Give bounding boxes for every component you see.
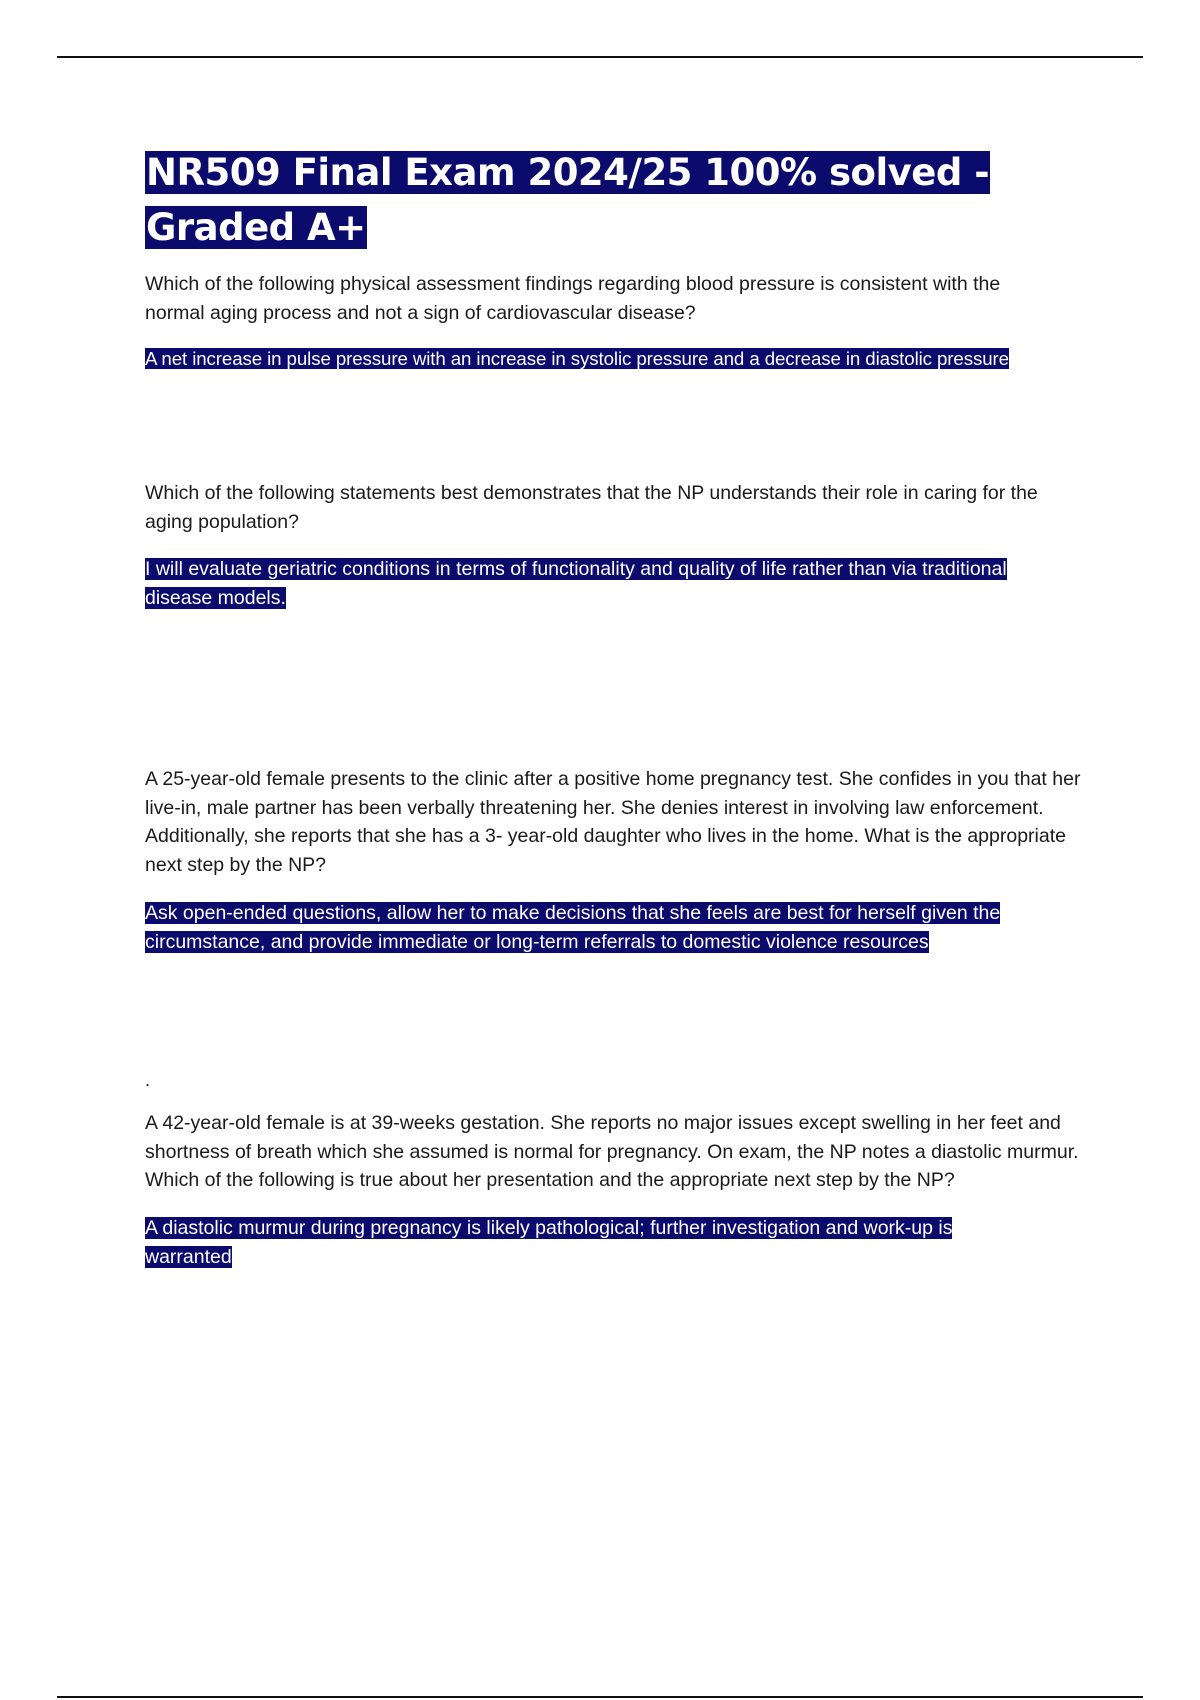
question-1: Which of the following physical assessment findings regarding blood pressure is consistent with the normal aging process and not a sign of cardiovascular disease?: [145, 273, 1001, 324]
bottom-rule: [57, 1696, 1143, 1698]
answer-3: [145, 899, 1050, 956]
answer-1: [145, 345, 1145, 374]
document-title: [145, 145, 1015, 255]
question-3: A 25-year-old female presents to the clinic after a positive home pregnancy test. She confides in you that her live-in, male partner has been verbally threatening her. She denies interest in involving law enforcement. Additionally, she reports that she has a 3- year-old daughter who lives in the home. What is the appropriate next step by the NP?: [145, 768, 1081, 876]
answer-2: [145, 555, 1075, 612]
answer-2-highlight: I will evaluate geriatric conditions in terms of functionality and quality of life rather than via traditional disease models.: [145, 558, 1007, 609]
answer-3-highlight: Ask open-ended questions, allow her to make decisions that she feels are best for herself given the circumstance, and provide immediate or long-term referrals to domestic violence resources: [145, 902, 1001, 953]
answer-4-highlight: A diastolic murmur during pregnancy is likely pathological; further investigation and work-up is warranted: [145, 1217, 953, 1268]
answer-4: [145, 1214, 1025, 1271]
separator-dot: .: [145, 1070, 151, 1090]
title-highlight: NR509 Final Exam 2024/25 100% solved - Graded A+: [146, 151, 990, 249]
question-4: A 42-year-old female is at 39-weeks gestation. She reports no major issues except swelling in her feet and shortness of breath which she assumed is normal for pregnancy. On exam, the NP notes a diastolic murmur. Which of the following is true about her presentation and the appropriate next step by the NP?: [145, 1112, 1079, 1191]
answer-1-highlight: A net increase in pulse pressure with an increase in systolic pressure and a decrease in diastolic pressure: [145, 348, 1009, 369]
top-rule: [57, 56, 1143, 58]
question-2: Which of the following statements best demonstrates that the NP understands their role in caring for the aging population?: [145, 482, 1038, 533]
